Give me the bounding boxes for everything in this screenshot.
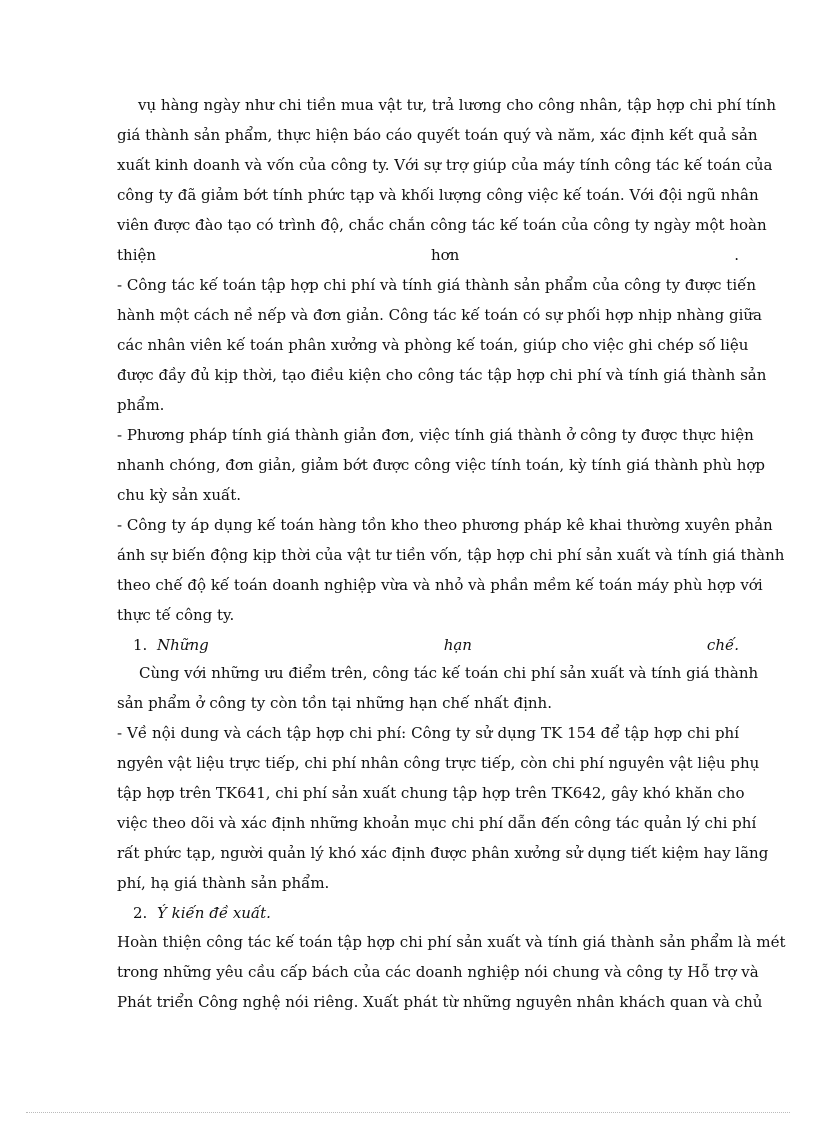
paragraph-6-line-4: việc theo dõi và xác định những khoản mục chi phí dẫn đến công tác quản lý chi phí	[117, 814, 757, 832]
paragraph-3-line-1: - Phương pháp tính giá thành giản đơn, việc tính giá thành ở công ty được thực hiện	[117, 426, 754, 444]
section-heading-1	[133, 634, 739, 656]
section-title-1-word-2: hạn	[443, 636, 472, 654]
paragraph-2-line-3: các nhân viên kế toán phân xưởng và phòng kế toán, giúp cho việc ghi chép số liệu	[117, 336, 749, 354]
section-number-1: 1.	[133, 636, 148, 654]
paragraph-2-line-1: - Công tác kế toán tập hợp chi phí và tính giá thành sản phẩm của công ty được tiến	[117, 276, 757, 294]
page-bottom-divider	[26, 1112, 790, 1113]
paragraph-7-line-1: Hoàn thiện công tác kế toán tập hợp chi phí sản xuất và tính giá thành sản phẩm là mét	[117, 933, 786, 951]
paragraph-1-line-4: công ty đã giảm bớt tính phức tạp và khối lượng công việc kế toán. Với đội ngũ nhân	[117, 186, 759, 204]
section-number-2: 2.	[133, 904, 148, 922]
section-title-1-word-1: Những	[157, 636, 209, 654]
paragraph-1-line-6: thiện hơn .	[117, 246, 739, 264]
section-title-1-word-3: chế.	[706, 636, 739, 654]
paragraph-5-line-2: sản phẩm ở công ty còn tồn tại những hạn chế nhất định.	[117, 694, 552, 712]
paragraph-4-line-4: thực tế công ty.	[117, 606, 235, 624]
paragraph-2-line-2: hành một cách nề nếp và đơn giản. Công tác kế toán có sự phối hợp nhịp nhàng giữa	[117, 306, 762, 324]
paragraph-6-line-3: tập hợp trên TK641, chi phí sản xuất chung tập hợp trên TK642, gây khó khăn cho	[117, 784, 745, 802]
section-title-2: Ý kiến đề xuất.	[157, 904, 271, 922]
paragraph-6-line-6: phí, hạ giá thành sản phẩm.	[117, 874, 330, 892]
paragraph-1-line-5: viên được đào tạo có trình độ, chắc chắn công tác kế toán của công ty ngày một hoàn	[117, 216, 767, 234]
section-heading-2	[133, 902, 739, 924]
paragraph-7-line-3: Phát triển Công nghệ nói riêng. Xuất phát từ những nguyên nhân khách quan và chủ	[117, 993, 763, 1011]
paragraph-5-line-1: Cùng với những ưu điểm trên, công tác kế toán chi phí sản xuất và tính giá thành	[139, 664, 759, 682]
paragraph-4-line-1: - Công ty áp dụng kế toán hàng tồn kho theo phương pháp kê khai thường xuyên phản	[117, 516, 773, 534]
paragraph-1-line-2: giá thành sản phẩm, thực hiện báo cáo quyết toán quý và năm, xác định kết quả sản	[117, 126, 758, 144]
paragraph-4-line-3: theo chế độ kế toán doanh nghiệp vừa và nhỏ và phần mềm kế toán máy phù hợp với	[117, 576, 763, 594]
paragraph-2-line-4: được đầy đủ kịp thời, tạo điều kiện cho công tác tập hợp chi phí và tính giá thành sản	[117, 366, 767, 384]
paragraph-3-line-2: nhanh chóng, đơn giản, giảm bớt được công việc tính toán, kỳ tính giá thành phù hợp	[117, 456, 766, 474]
paragraph-4-line-2: ánh sự biến động kịp thời của vật tư tiền vốn, tập hợp chi phí sản xuất và tính giá thành	[117, 546, 785, 564]
paragraph-6-line-1: - Về nội dung và cách tập hợp chi phí: Công ty sử dụng TK 154 để tập hợp chi phí	[117, 724, 739, 742]
section-title-1	[157, 634, 739, 656]
paragraph-7-line-2: trong những yêu cầu cấp bách của các doanh nghiệp nói chung và công ty Hỗ trợ và	[117, 963, 759, 981]
paragraph-2-line-5: phẩm.	[117, 396, 165, 414]
paragraph-6-line-5: rất phức tạp, người quản lý khó xác định được phân xưởng sử dụng tiết kiệm hay lãng	[117, 844, 769, 862]
paragraph-6-line-2: ngyên vật liệu trực tiếp, chi phí nhân công trực tiếp, còn chi phí nguyên vật liệu phụ	[117, 754, 760, 772]
paragraph-1-line-1: vụ hàng ngày như chi tiền mua vật tư, trả lương cho công nhân, tập hợp chi phí tính	[138, 96, 777, 114]
paragraph-1-line-3: xuất kinh doanh và vốn của công ty. Với sự trợ giúp của máy tính công tác kế toán của	[117, 156, 773, 174]
paragraph-3-line-3: chu kỳ sản xuất.	[117, 486, 241, 504]
